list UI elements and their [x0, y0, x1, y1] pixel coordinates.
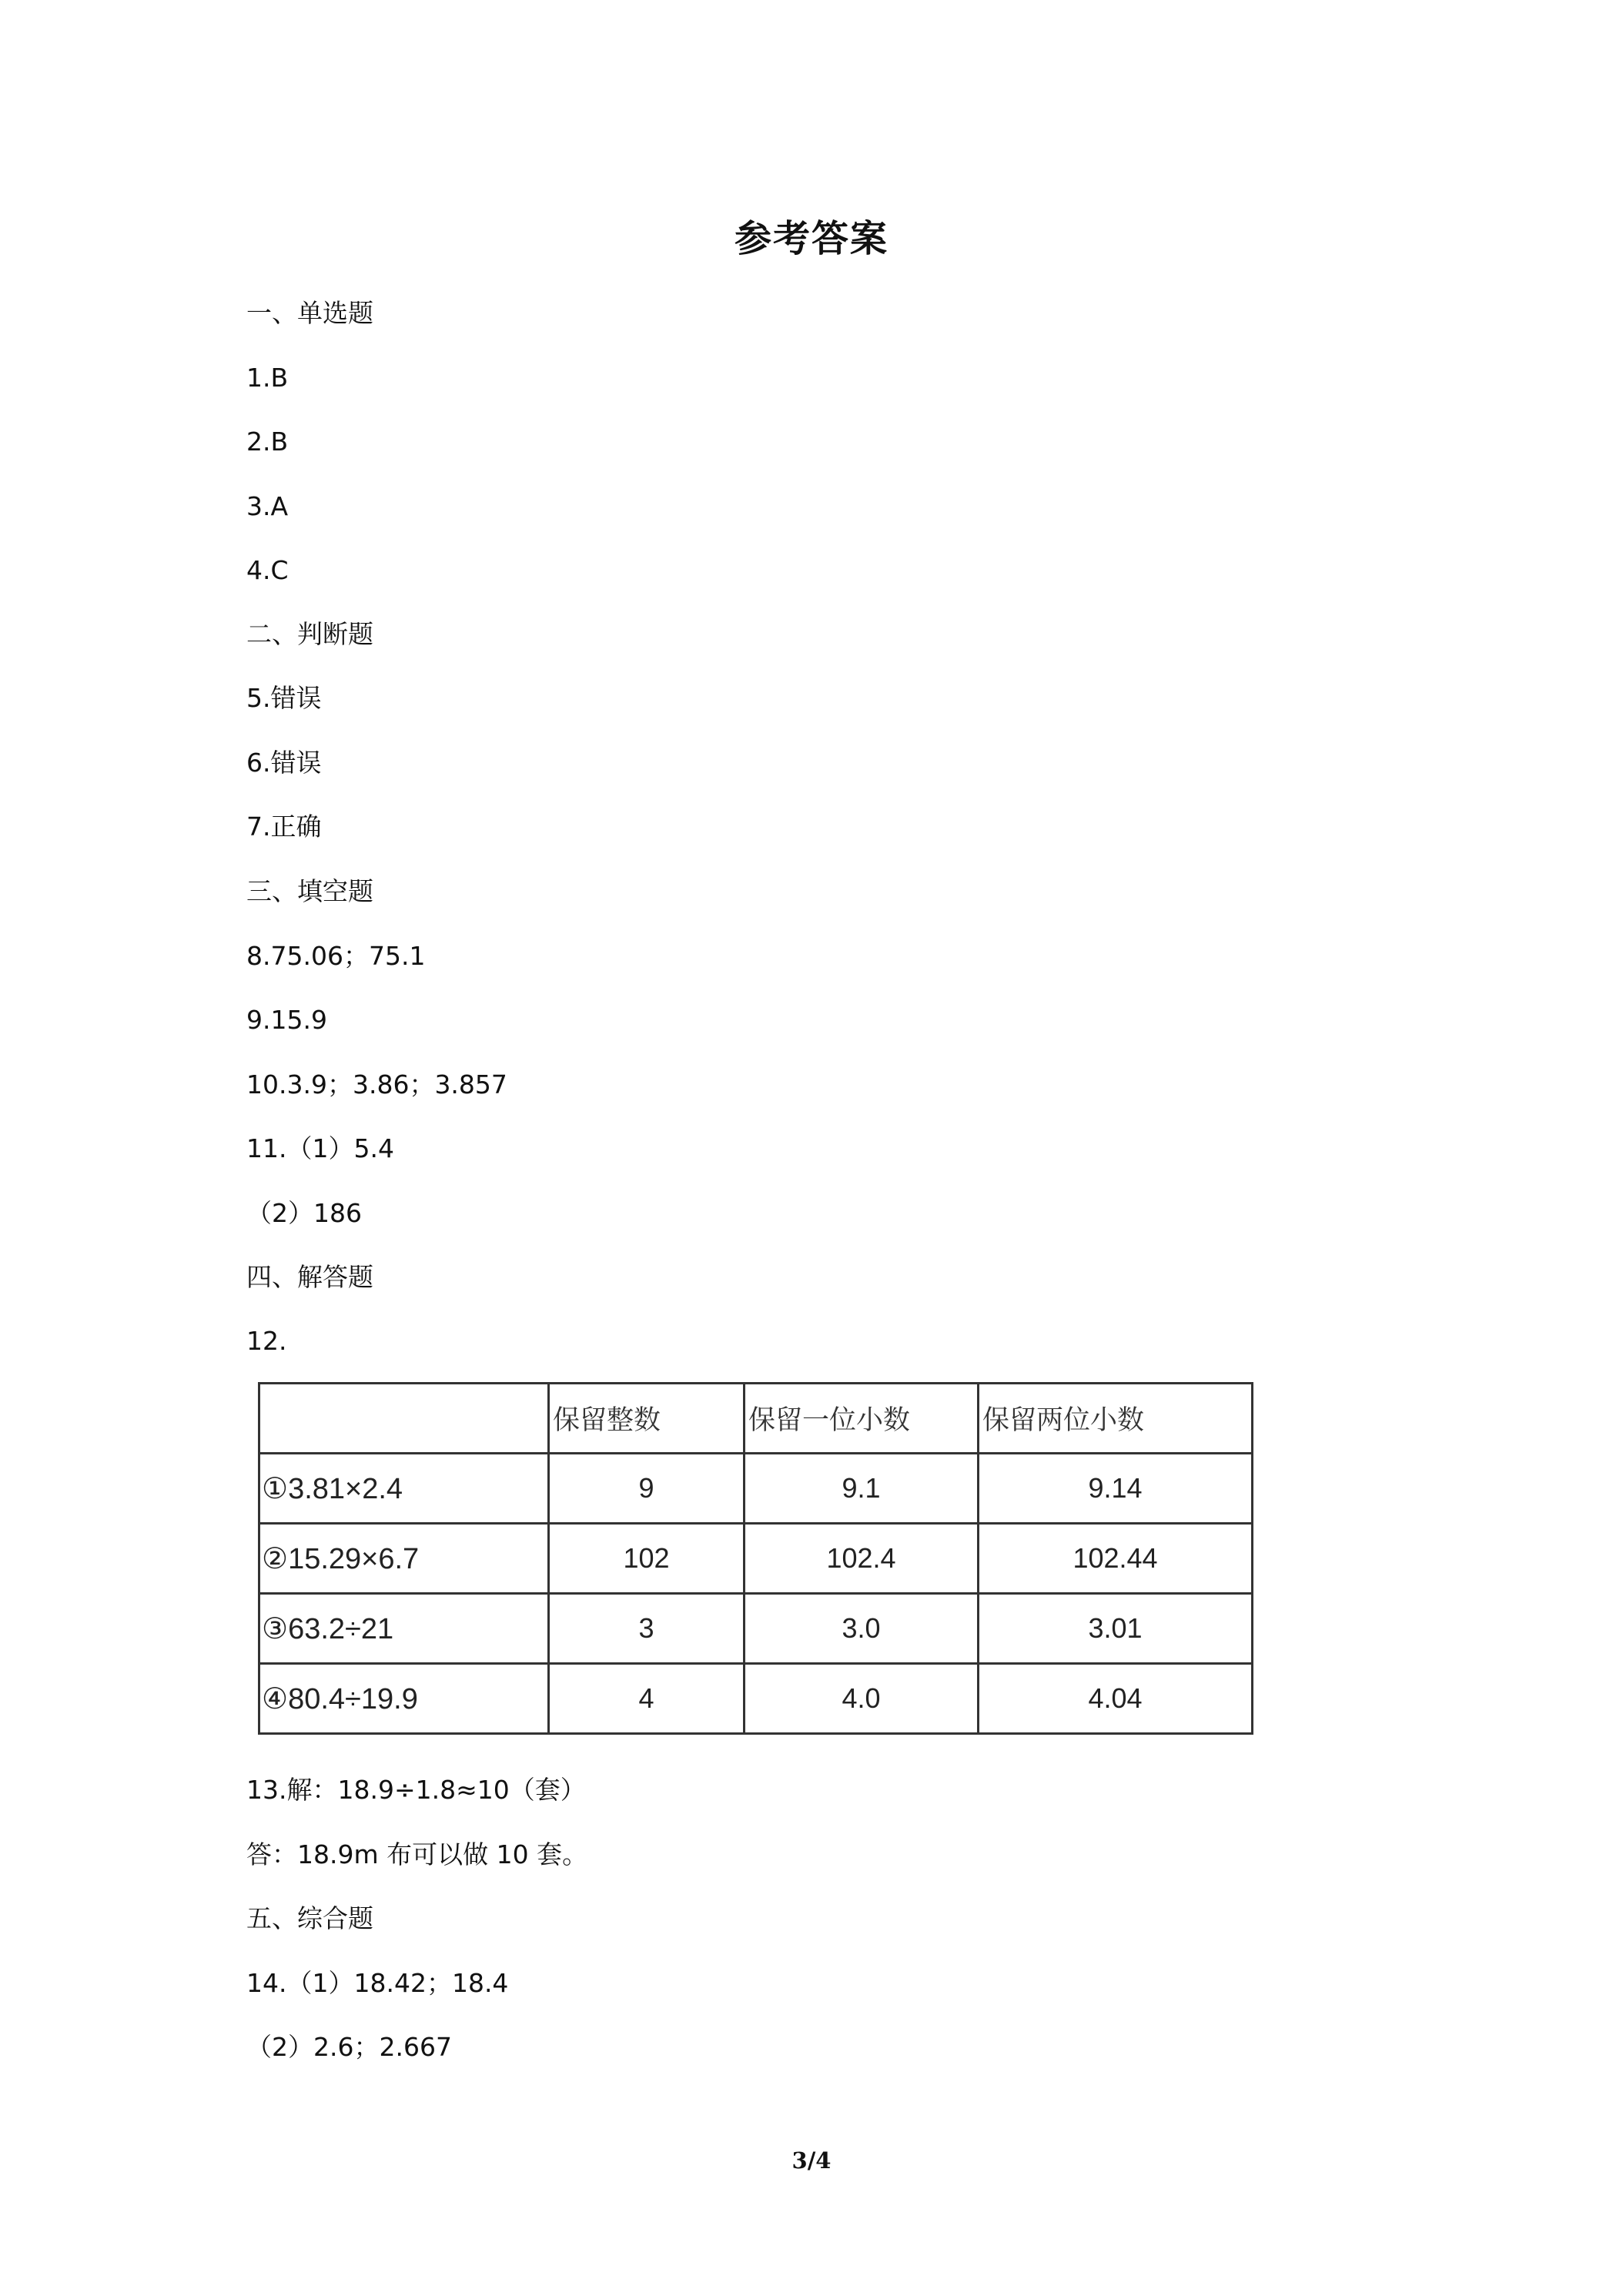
- table-expression-cell: ①3.81×2.4: [259, 1454, 549, 1524]
- table-cell: 3.01: [979, 1594, 1253, 1664]
- table-cell: 102: [549, 1524, 745, 1594]
- section-heading-fill-blank: 三、填空题: [246, 876, 373, 906]
- table-row: [259, 1524, 1253, 1594]
- table-cell: 9: [549, 1454, 745, 1524]
- table-cell: 9.14: [979, 1454, 1253, 1524]
- answer-11-part-1: 11.（1）5.4: [246, 1133, 394, 1163]
- rounding-table: [258, 1382, 1253, 1735]
- answer-1: 1.B: [246, 363, 289, 393]
- table-cell: 102.44: [979, 1524, 1253, 1594]
- table-header-cell: 保留两位小数: [979, 1384, 1253, 1454]
- answer-9: 9.15.9: [246, 1005, 327, 1035]
- answer-12-label: 12.: [246, 1326, 287, 1356]
- answer-4: 4.C: [246, 555, 289, 585]
- section-heading-solve: 四、解答题: [246, 1262, 373, 1292]
- answer-5: 5.错误: [246, 683, 322, 713]
- section-heading-comprehensive: 五、综合题: [246, 1903, 373, 1933]
- table-cell: 9.1: [745, 1454, 979, 1524]
- answer-11-part-2: （2）186: [246, 1198, 362, 1228]
- answer-13-solution: 13.解：18.9÷1.8≈10（套）: [246, 1775, 586, 1805]
- table-header-cell: 保留整数: [549, 1384, 745, 1454]
- table-cell: 4: [549, 1664, 745, 1734]
- page-number: 3/4: [791, 2147, 832, 2174]
- table-row: [259, 1664, 1253, 1734]
- answer-2: 2.B: [246, 427, 289, 457]
- answer-10: 10.3.9；3.86；3.857: [246, 1069, 507, 1099]
- table-header-row: [259, 1384, 1253, 1454]
- table-cell: 3.0: [745, 1594, 979, 1664]
- table-row: [259, 1594, 1253, 1664]
- table-expression-cell: ④80.4÷19.9: [259, 1664, 549, 1734]
- table-expression-cell: ②15.29×6.7: [259, 1524, 549, 1594]
- answer-14-part-2: （2）2.6；2.667: [246, 2032, 452, 2062]
- page-title: 参考答案: [734, 217, 888, 260]
- answer-6: 6.错误: [246, 748, 322, 778]
- answer-7: 7.正确: [246, 812, 322, 842]
- answer-14-part-1: 14.（1）18.42；18.4: [246, 1968, 509, 1998]
- answer-8: 8.75.06；75.1: [246, 941, 426, 971]
- section-heading-true-false: 二、判断题: [246, 619, 373, 649]
- table-cell: 4.04: [979, 1664, 1253, 1734]
- answer-13-answer: 答：18.9m 布可以做 10 套。: [246, 1839, 588, 1869]
- section-heading-single-choice: 一、单选题: [246, 298, 373, 328]
- table-cell: 102.4: [745, 1524, 979, 1594]
- table-header-cell: 保留一位小数: [745, 1384, 979, 1454]
- table-header-cell: [259, 1384, 549, 1454]
- table-cell: 4.0: [745, 1664, 979, 1734]
- table-cell: 3: [549, 1594, 745, 1664]
- table-row: [259, 1454, 1253, 1524]
- answer-3: 3.A: [246, 491, 289, 521]
- table-expression-cell: ③63.2÷21: [259, 1594, 549, 1664]
